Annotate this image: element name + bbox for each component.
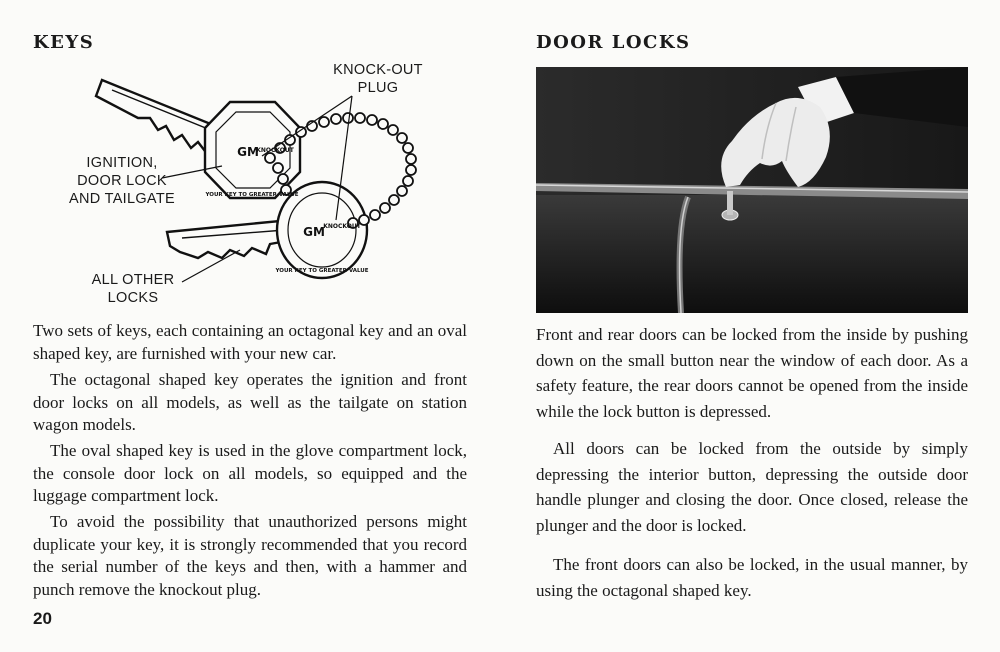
oval-key-blade: [167, 220, 292, 258]
door-locks-paragraph-1: Front and rear doors can be locked from the inside by pushing down on the small button near the window of each door. As a safety feature, the rear doors cannot be opened from the inside while the lock button is depressed.: [536, 325, 968, 421]
keys-paragraph-4: To avoid the possibility that unauthorized persons might duplicate your key, it is strongly recommended that you record the serial number of the keys and then, with a hammer and punch remove the knockout plug.: [33, 512, 467, 599]
door-locks-paragraph-3: The front doors can also be locked, in the usual manner, by using the octagonal shaped key.: [536, 555, 968, 600]
knockout-plug-callout: KNOCK-OUT PLUG: [333, 62, 423, 96]
keys-paragraph-2: The octagonal shaped key operates the ignition and front door locks on all models, as well as the tailgate on station wagon models.: [33, 370, 467, 434]
door-locks-heading: DOOR LOCKS: [536, 32, 691, 53]
octagonal-key-ring-text: YOUR KEY TO GREATER VALUE: [205, 192, 299, 198]
octagonal-key-center: KNOCKOUT: [256, 147, 294, 154]
ignition-callout: IGNITION, DOOR LOCK AND TAILGATE: [69, 155, 175, 207]
oval-key-ring-text: YOUR KEY TO GREATER VALUE: [275, 268, 369, 274]
page-number: 20: [33, 609, 52, 628]
keys-paragraph-3: The oval shaped key is used in the glove compartment lock, the console door lock on all models, so equipped and the luggage compartment lock.: [33, 441, 467, 505]
other-locks-callout: ALL OTHER LOCKS: [91, 272, 175, 306]
oval-key-brand: GM: [303, 225, 325, 239]
door-locks-paragraph-2: All doors can be locked from the outside by simply depressing the interior button, depressing the outside door handle plunger and closing the door. Once closed, release the plunger and the door is locked.: [536, 439, 968, 535]
keys-heading: KEYS: [33, 32, 95, 53]
oval-key-center: KNOCKOUT: [323, 223, 361, 230]
octagonal-key-brand: GM: [237, 145, 259, 159]
door-lock-photo: [536, 67, 968, 313]
keys-paragraph-1: Two sets of keys, each containing an octagonal key and an oval shaped key, are furnished with your new car.: [33, 321, 467, 363]
